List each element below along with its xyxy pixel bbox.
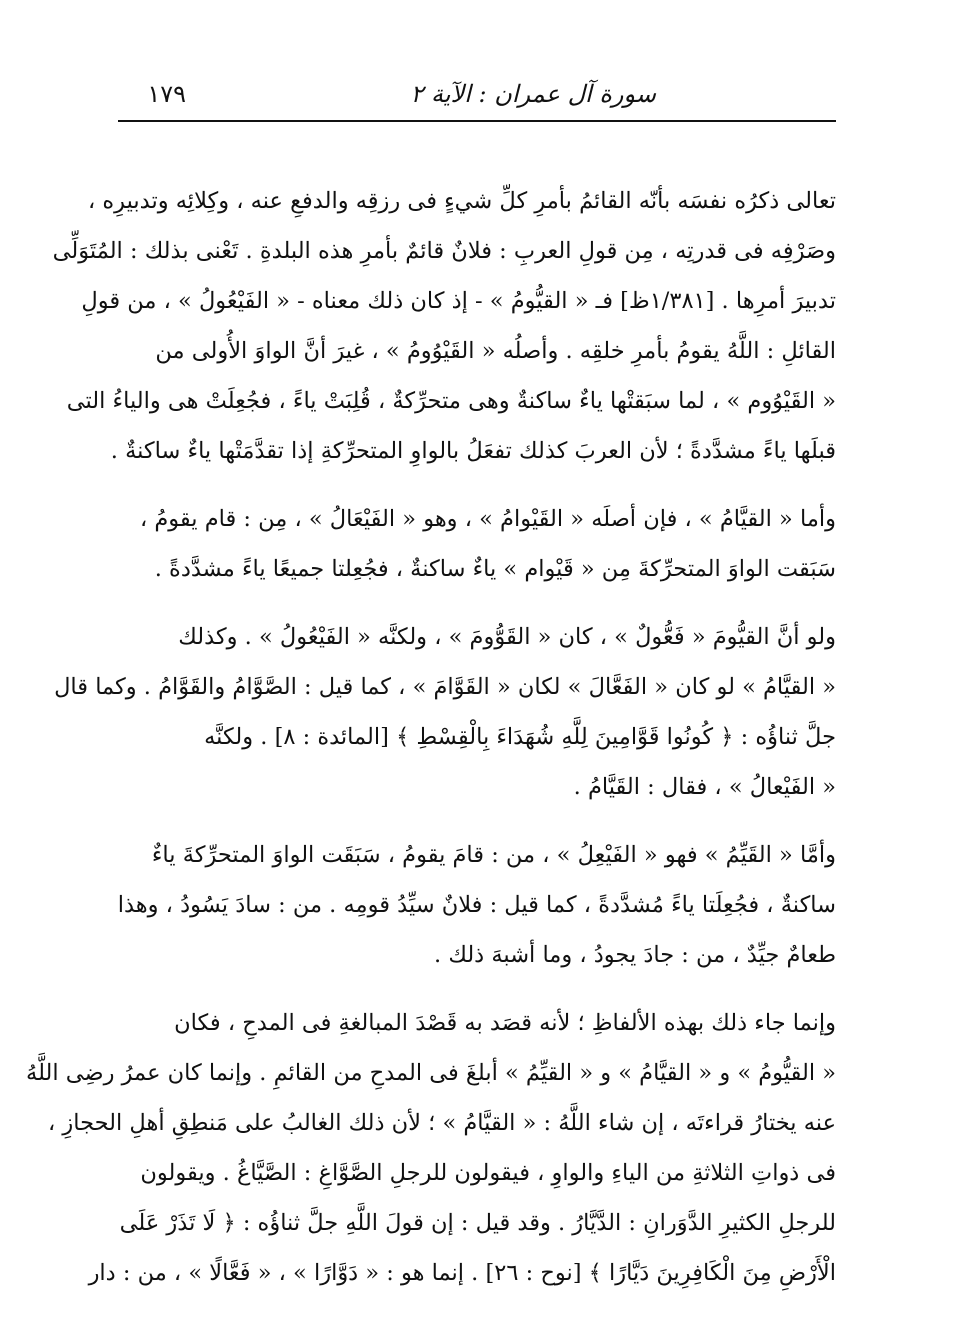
page-header [118, 70, 836, 122]
text-line: ولو أنَّ القيُّومَ « فَعُّولٌ » ، كان « القَوُّومَ » ، ولكنَّه « الفَيْعُولُ » . وكذلك [178, 624, 836, 650]
text-line: قبلَها ياءً مشدَّدةً ؛ لأن العربَ كذلك تفعَلُ بالواوِ المتحرِّكةِ إذا تقدَّمَتْها ياءٌ ساكنةٌ . [110, 438, 836, 464]
paragraph [52, 176, 836, 476]
text-line: وأما « القيَّامُ » ، فإن أصلَه « القَيْوامُ » ، وهو « الفَيْعَالُ » ، مِن : قام يقومُ ، [139, 506, 836, 532]
text-line: ساكنةٌ ، فجُعِلَتا ياءً مُشدَّدةً ، كما قيل : فلانٌ سيِّدُ قومِه . من : سادَ يَسُودُ ، وهذا [117, 892, 836, 918]
paragraph [54, 612, 836, 812]
text-line: فى ذواتِ الثلاثةِ من الياءِ والواوِ ، فيقولون للرجلِ الصَّوَّاغِ : الصَّيَّاغُ . ويقولون [140, 1160, 836, 1186]
paragraph [26, 998, 836, 1298]
running-title: سورة آل عمران : الآية ٢ [410, 80, 656, 108]
text-line: جلَّ ثناؤُه : ﴿ كُونُوا قَوَّامِينَ لِلَّهِ شُهَدَاءَ بِالْقِسْطِ ﴾ [المائدة : ٨] . ولكنَّه [204, 724, 836, 750]
paragraph [118, 494, 836, 594]
text-line: « الفَيْعالُ » ، فقال : القَيَّامُ . [573, 774, 836, 800]
text-line: « القيَّامُ » لو كان « الفَعَّالَ » لكان « القَوَّامَ » ، كما قيل : الصَّوَّامُ والقَوَّامُ . وكما قال [54, 674, 836, 700]
text-line: « القيُّومُ » و « القيَّامُ » و « القيِّمُ » أبلغَ فى المدحِ من القائمِ . وإنما كان عمرُ رضِى اللَّهُ [26, 1060, 836, 1086]
text-line: الْأَرْضِ مِنَ الْكَافِرِينَ دَيَّارًا ﴾ [نوح : ٢٦] . إنما هو : « دَوَّارًا » ، « فَعَّالًا » ، من : دار [88, 1260, 836, 1286]
text-line: « القَيْوُوم » ، لما سبَقتْها ياءٌ ساكنةٌ وهى متحرِّكةٌ ، قُلِبَتْ ياءً ، فجُعِلَتْ هى والياءُ التى [66, 388, 836, 414]
text-line: تدبيرَ أمرِها . [١/٣٨١ظ] فـ « القيُّومُ » - إذ كان ذلك معناه - « الفَيْعُولُ » ، من قولِ [81, 288, 836, 314]
text-line: طعامٌ جيِّدٌ ، من : جادَ يجودُ ، وما أشبهَ ذلك . [434, 942, 836, 968]
body-text [26, 176, 836, 1298]
text-line: عنه يختارُ قراءتَه ، إن شاء اللَّهُ : « القيَّامُ » ؛ لأن ذلك الغالبُ على مَنطِقِ أهلِ الحجازِ ، [47, 1110, 836, 1136]
text-line: وإنما جاء ذلك بهذه الألفاظِ ؛ لأنه قصَد به قَصْدَ المبالغةِ فى المدحِ ، فكان [174, 1010, 836, 1036]
page [26, 70, 836, 1316]
page-number: ١٧٩ [147, 80, 186, 108]
text-line: تعالى ذكرُه نفسَه بأنّه القائمُ بأمرِ كلِّ شيءٍ فى رزقِه والدفعِ عنه ، وكِلائِه وتدبيرِه ، [87, 188, 836, 214]
text-line: وصَرْفِه فى قدرتِه ، مِن قولِ العربِ : فلانٌ قائمٌ بأمرِ هذه البلدةِ . تَعْنى بذلك : المُتَوَلِّى [52, 238, 836, 264]
text-line: وأمَّا « القَيِّمُ » فهو « الفَيْعِلُ » ، من : قامَ يقومُ ، سَبَقَت الواوَ المتحرِّكةَ ياءٌ [151, 842, 836, 868]
paragraph [118, 830, 836, 980]
text-line: سَبَقت الواوَ المتحرِّكةَ مِن « قَيْوام » ياءٌ ساكنةٌ ، فجُعِلتا جميعًا ياءً مشدَّدةً . [154, 556, 836, 582]
text-line: القائلِ : اللَّهُ يقومُ بأمرِ خلقِه . وأصلُه « القَيْوُومُ » ، غيرَ أنَّ الواوَ الأُولى من [155, 338, 836, 364]
text-line: للرجلِ الكثيرِ الدَّوَرانِ : الدَّيَّارُ . وقد قيل : إن قولَ اللَّهِ جلَّ ثناؤُه : ﴿ لَا تَذَرْ عَلَى [119, 1210, 836, 1236]
